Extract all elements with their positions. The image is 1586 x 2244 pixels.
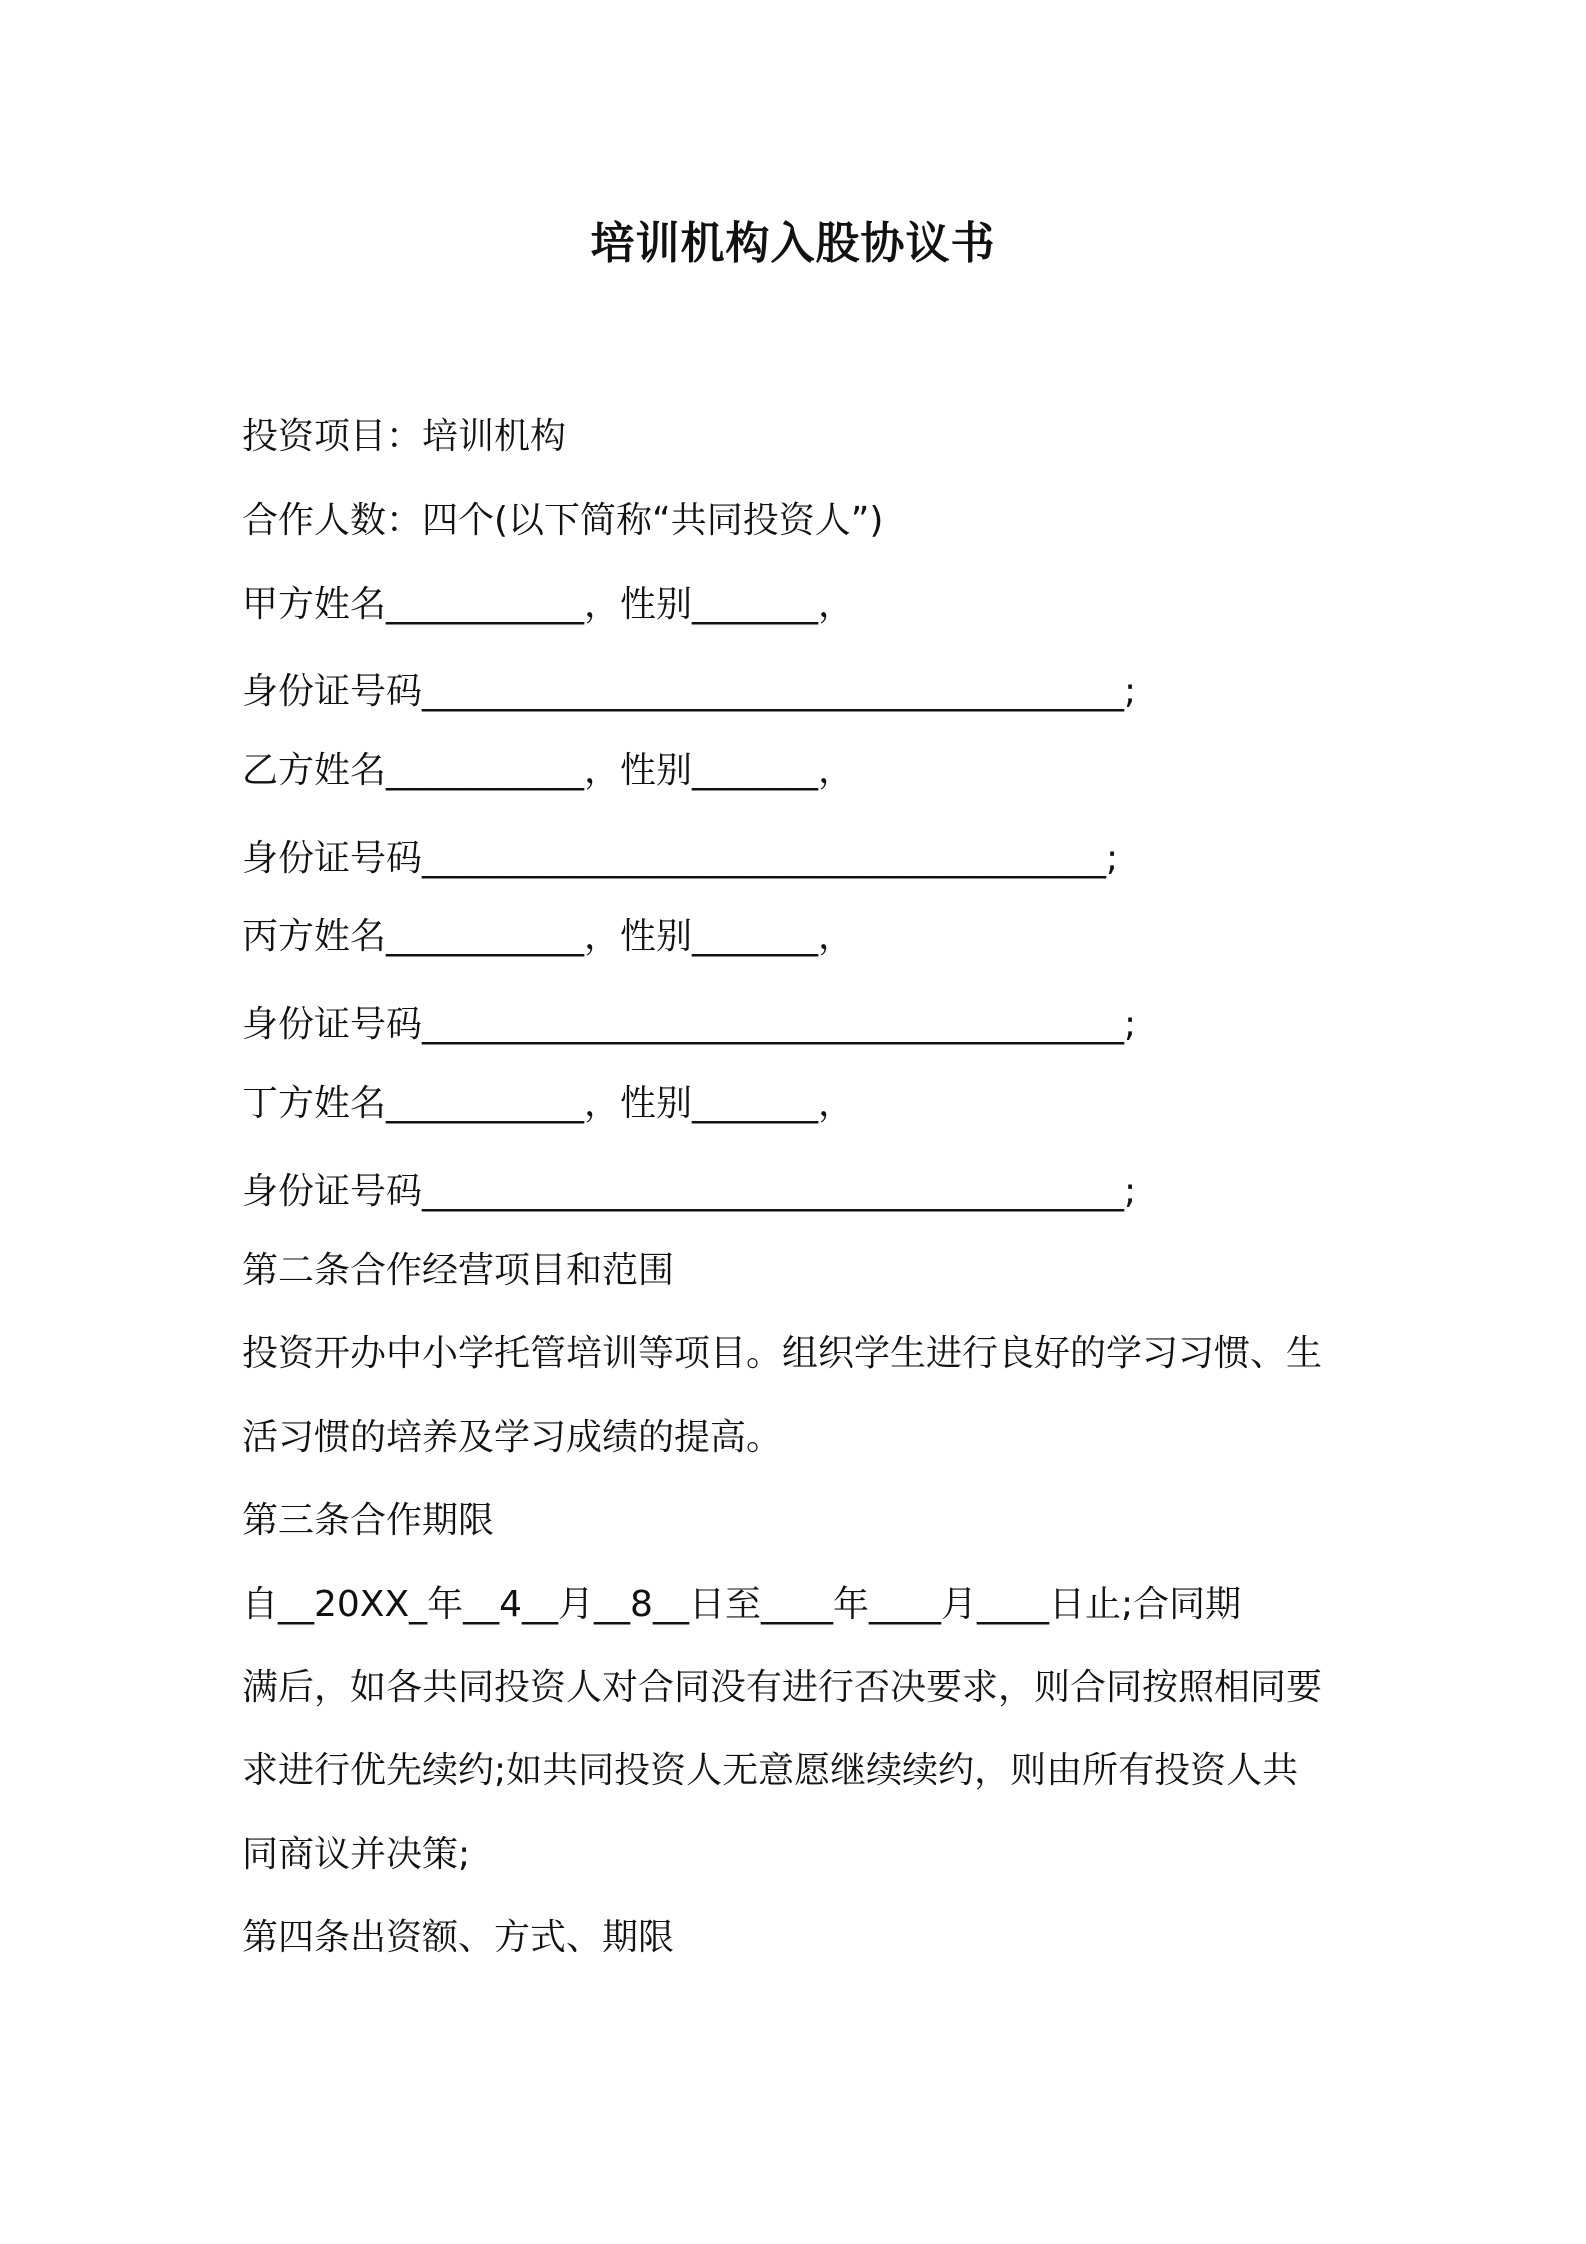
article-3-heading: 第三条合作期限: [242, 1500, 495, 1541]
article-2-body-line: 活习惯的培养及学习成绩的提高。: [242, 1417, 783, 1458]
article-3-body-line: 满后，如各共同投资人对合同没有进行否决要求，则合同按照相同要: [242, 1667, 1323, 1708]
party-a-id-line: 身份证号码_______________________________________;: [242, 671, 1137, 712]
article-3-body-line: 求进行优先续约;如共同投资人无意愿继续续约，则由所有投资人共: [242, 1750, 1299, 1791]
party-b-id-line: 身份证号码______________________________________;: [242, 838, 1119, 879]
investment-project-line: 投资项目：培训机构: [242, 416, 567, 457]
party-a-name-line: 甲方姓名___________，性别_______，: [242, 584, 855, 625]
article-2-body-line: 投资开办中小学托管培训等项目。组织学生进行良好的学习习惯、生: [242, 1333, 1323, 1374]
party-c-id-line: 身份证号码_______________________________________;: [242, 1004, 1137, 1045]
article-4-heading: 第四条出资额、方式、期限: [242, 1917, 675, 1958]
article-3-body-line: 自__20XX_年__4__月__8__日至____年____月____日止;合同期: [242, 1584, 1242, 1625]
article-2-heading: 第二条合作经营项目和范围: [242, 1250, 675, 1291]
party-d-name-line: 丁方姓名___________，性别_______，: [242, 1083, 855, 1124]
party-c-name-line: 丙方姓名___________，性别_______，: [242, 916, 855, 957]
document-title: 培训机构入股协议书: [590, 218, 996, 269]
party-b-name-line: 乙方姓名___________，性别_______，: [242, 750, 855, 791]
partner-count-line: 合作人数：四个(以下简称“共同投资人”): [242, 500, 884, 541]
party-d-id-line: 身份证号码_______________________________________;: [242, 1171, 1137, 1212]
article-3-body-line: 同商议并决策;: [242, 1834, 471, 1875]
